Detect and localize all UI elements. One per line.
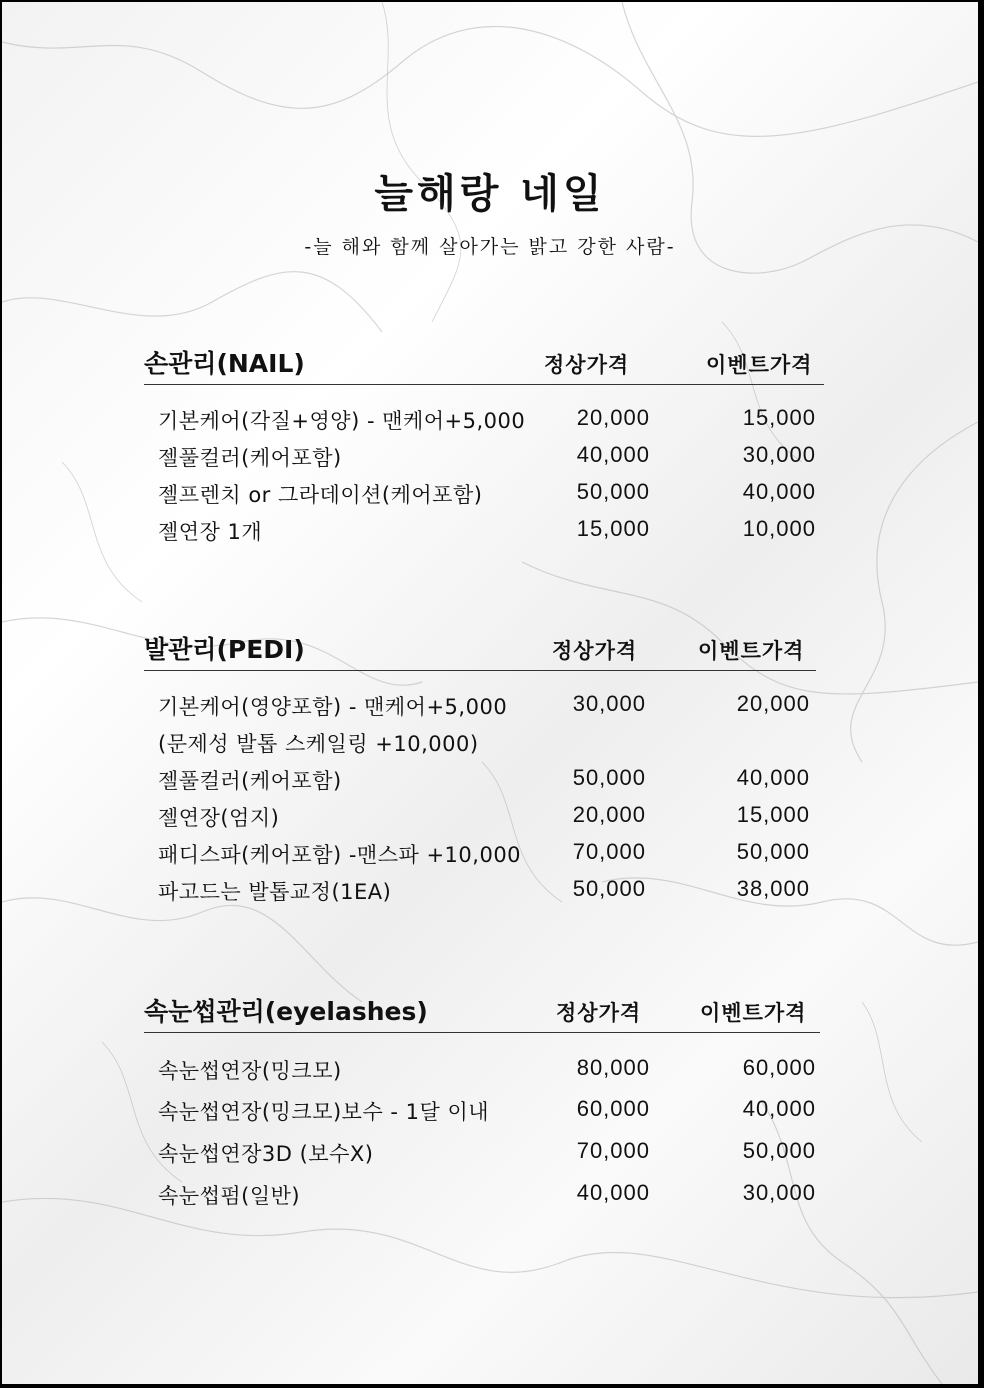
regular-price: 50,000 [572, 876, 646, 901]
service-name: 파고드는 발톱교정(1EA) [158, 880, 392, 904]
service-name: 젤연장 1개 [158, 520, 263, 544]
section-nail [144, 346, 824, 544]
event-price: 50,000 [736, 839, 810, 864]
event-price-header: 이벤트가격 [698, 639, 805, 663]
event-price-header: 이벤트가격 [700, 1001, 807, 1025]
event-price: 15,000 [736, 802, 810, 827]
event-price: 40,000 [736, 765, 810, 790]
event-price: 20,000 [736, 691, 810, 716]
service-note: (문제성 발톱 스케일링 +10,000) [158, 732, 479, 756]
event-price: 40,000 [742, 479, 816, 504]
service-name: 속눈썹연장(밍크모)보수 - 1달 이내 [158, 1100, 490, 1124]
regular-price: 40,000 [576, 1180, 650, 1205]
regular-price: 30,000 [572, 691, 646, 716]
regular-price: 50,000 [572, 765, 646, 790]
service-name: 속눈썹연장(밍크모) [158, 1059, 342, 1083]
service-name: 젤풀컬러(케어포함) [158, 769, 342, 793]
service-name: 패디스파(케어포함) -맨스파 +10,000 [158, 843, 522, 867]
event-price: 50,000 [742, 1138, 816, 1163]
regular-price: 40,000 [576, 442, 650, 467]
service-name: 속눈썹연장3D (보수X) [158, 1142, 374, 1166]
regular-price: 70,000 [576, 1138, 650, 1163]
service-name: 젤프렌치 or 그라데이션(케어포함) [158, 483, 483, 507]
regular-price: 50,000 [576, 479, 650, 504]
event-price: 38,000 [736, 876, 810, 901]
regular-price-header: 정상가격 [552, 639, 638, 663]
regular-price: 70,000 [572, 839, 646, 864]
regular-price-header: 정상가격 [544, 353, 630, 377]
regular-price-header: 정상가격 [556, 1001, 642, 1025]
event-price: 60,000 [742, 1055, 816, 1080]
menu-page [2, 2, 978, 1384]
section-title: 속눈썹관리(eyelashes) [144, 997, 428, 1026]
section-header [144, 346, 824, 385]
event-price: 30,000 [742, 442, 816, 467]
section-header [144, 994, 820, 1033]
regular-price: 20,000 [572, 802, 646, 827]
section-eyelashes [144, 994, 820, 1208]
section-pedi [144, 632, 816, 904]
service-name: 기본케어(각질+영양) - 맨케어+5,000 [158, 409, 526, 433]
regular-price: 15,000 [576, 516, 650, 541]
event-price: 40,000 [742, 1096, 816, 1121]
service-name: 젤연장(엄지) [158, 806, 280, 830]
event-price: 15,000 [742, 405, 816, 430]
service-name: 기본케어(영양포함) - 맨케어+5,000 [158, 695, 508, 719]
event-price: 10,000 [742, 516, 816, 541]
shop-slogan: -늘 해와 함께 살아가는 밝고 강한 사람- [304, 236, 676, 258]
section-title: 발관리(PEDI) [144, 635, 305, 664]
event-price: 30,000 [742, 1180, 816, 1205]
section-title: 손관리(NAIL) [144, 349, 305, 378]
regular-price: 20,000 [576, 405, 650, 430]
regular-price: 60,000 [576, 1096, 650, 1121]
regular-price: 80,000 [576, 1055, 650, 1080]
section-header [144, 632, 816, 671]
service-name: 속눈썹펌(일반) [158, 1184, 301, 1208]
shop-title: 늘해랑 네일 [374, 171, 606, 217]
service-name: 젤풀컬러(케어포함) [158, 446, 342, 470]
event-price-header: 이벤트가격 [706, 353, 813, 377]
